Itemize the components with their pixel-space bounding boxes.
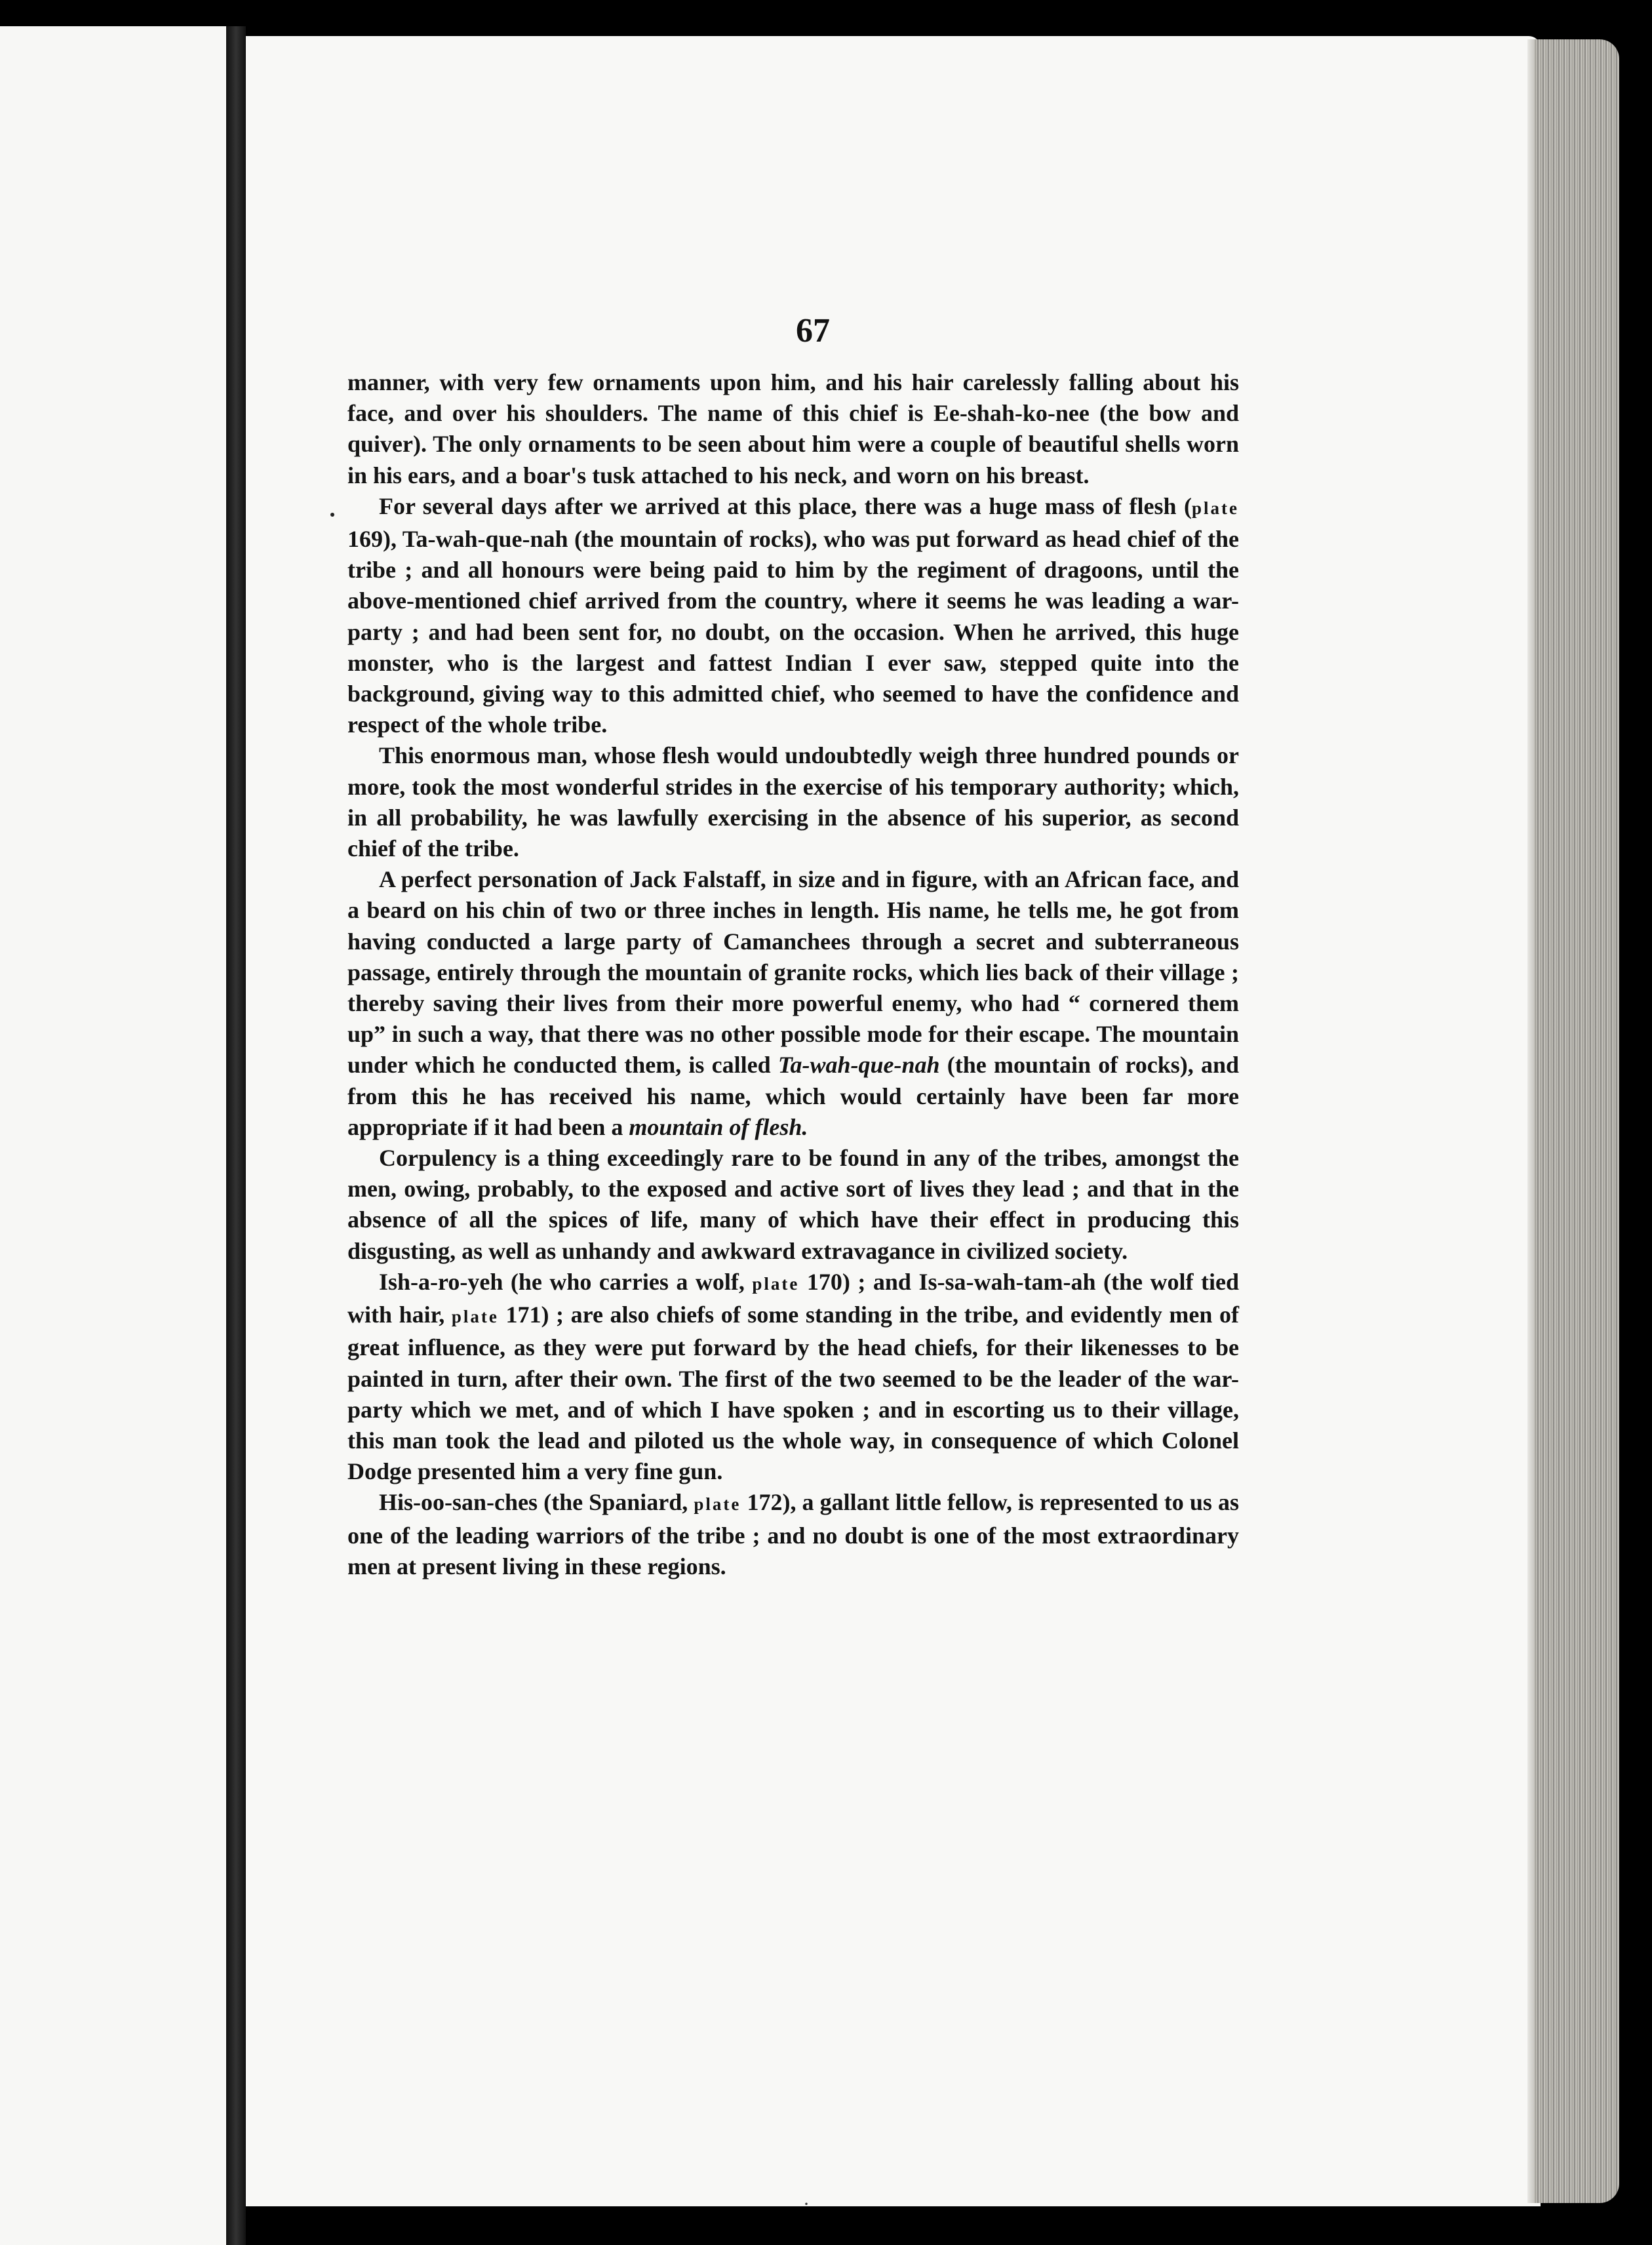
text-run: manner, with very few ornaments upon him, and his hair carelessly falling about his face, and over his shoulders. The name of this chief is Ee-shah-ko-nee (the bow and quiver). The only ornaments to be seen about him were a couple of beautiful shells worn in his ears, and a boar's tusk attached to his neck, and worn on his breast. xyxy=(347,369,1239,488)
plate-reference: plate xyxy=(752,1273,800,1294)
page-number: 67 xyxy=(796,312,830,349)
paragraph xyxy=(347,740,1239,864)
stacked-page-edges xyxy=(1534,39,1619,2203)
text-run: His-oo-san-ches (the Spaniard, xyxy=(379,1489,694,1516)
text-run: Ish-a-ro-yeh (he who carries a wolf, xyxy=(379,1268,753,1295)
text-run: This enormous man, whose flesh would undoubtedly weigh three hundred pounds or more, took the most wonderful strides in the exercise of his temporary authority; which, in all probability, he was lawfully exercising in the absence of his superior, as second chief of the tribe. xyxy=(347,742,1239,862)
paragraph xyxy=(347,1487,1239,1582)
text-run: For several days after we arrived at this place, there was a huge mass of flesh ( xyxy=(379,492,1192,519)
italic-text: Ta-wah-que-nah xyxy=(777,1052,940,1079)
plate-reference: plate xyxy=(1192,498,1239,518)
text-run: 171) ; are also chiefs of some standing in the tribe, and evidently men of great influence, as they were put forward by the head chiefs, for their likenesses to be painted in turn, after their own. The first of the two seemed to be the leader of the war-party which we met, and of which I have spoken ; and in escorting us to their village, this man took the lead and piloted us the whole way, in consequence of which Colonel Dodge presented him a very fine gun. xyxy=(347,1301,1239,1485)
text-run: 169), Ta-wah-que-nah (the mountain of rocks), who was put forward as head chief of the tribe ; and all honours were being paid to him by the regiment of dragoons, until the above-mentioned chief arrived from the country, where it seems he was leading a war-party ; and had been sent for, no doubt, on the occasion. When he arrived, this huge monster, who is the largest and fattest Indian I ever saw, stepped quite into the background, giving way to this admitted chief, who seemed to have the confidence and respect of the whole tribe. xyxy=(347,526,1239,738)
paragraph xyxy=(347,864,1239,1143)
body-text xyxy=(347,367,1239,1582)
plate-reference: plate xyxy=(694,1494,741,1515)
left-page xyxy=(0,26,230,2245)
paragraph xyxy=(347,1267,1239,1487)
book-gutter xyxy=(226,26,246,2245)
bottom-scan-mark: · xyxy=(803,2193,810,2215)
paragraph xyxy=(347,491,1239,741)
text-run: 172), a gallant little fellow, is represented to us as one of the leading warriors of the tribe ; and no doubt is one of the most extraordinary men at present living in these regions. xyxy=(347,1489,1240,1579)
paragraph xyxy=(347,367,1239,491)
plate-reference: plate xyxy=(451,1307,499,1327)
italic-text: mountain of flesh. xyxy=(629,1113,808,1140)
margin-mark xyxy=(330,513,334,517)
text-run: 170) ; and Is-sa-wah-tam-ah (the wolf tied with hair, xyxy=(347,1268,1239,1328)
text-run: Corpulency is a thing exceedingly rare to be found in any of the tribes, amongst the men, owing, probably, to the exposed and active sort of lives they lead ; and that in the absence of all the spices of life, many of which have their effect in producing this disgusting, as well as unhandy and awkward extravagance in civilized society. xyxy=(347,1145,1239,1264)
text-run: (the mountain of rocks), and from this he has received his name, which would certainly have been far more appropriate if it had been a xyxy=(347,1052,1239,1140)
text-run: A perfect personation of Jack Falstaff, in size and in figure, with an African face, and a beard on his chin of two or three inches in length. His name, he tells me, he got from having conducted a large party of Camanchees through a secret and subterraneous passage, entirely through the mountain of granite rocks, which lies back of their village ; thereby saving their lives from their more powerful enemy, who had “ cornered them up” in such a way, that there was no other possible mode for their escape. The mountain under which he conducted them, is called xyxy=(347,866,1239,1079)
paragraph xyxy=(347,1143,1239,1267)
